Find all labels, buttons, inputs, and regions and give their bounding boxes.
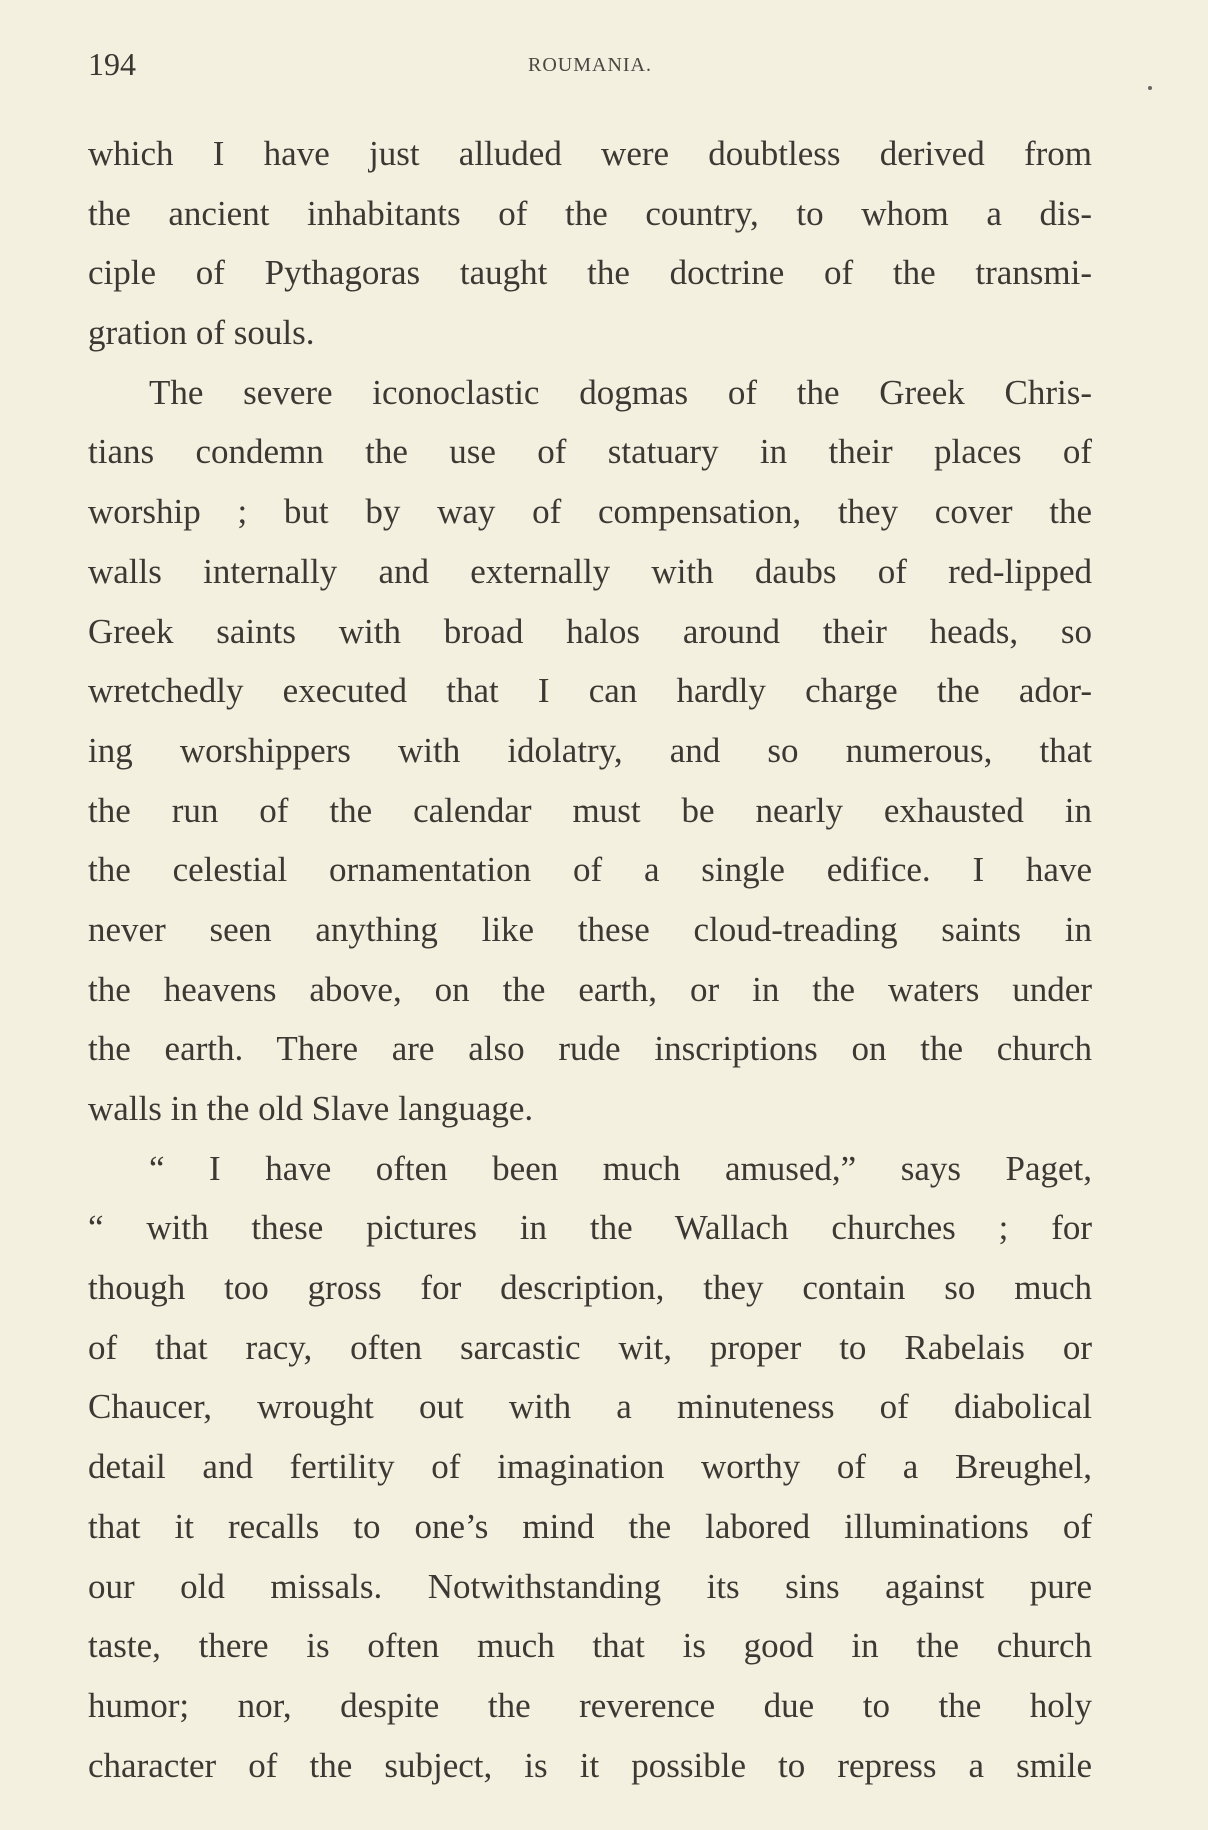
text-line: “ with these pictures in the Wallach churches ; for: [88, 1208, 1092, 1248]
text-line: that it recalls to one’s mind the labored illuminations of: [88, 1506, 1092, 1546]
text-line: worship ; but by way of compensation, they cover the: [88, 492, 1092, 532]
text-line: detail and fertility of imagination worthy of a Breughel,: [88, 1447, 1092, 1487]
text-line: of that racy, often sarcastic wit, proper to Rabelais or: [88, 1327, 1092, 1367]
page-body: [88, 124, 1092, 1795]
page-number: 194: [88, 46, 136, 82]
text-line: the ancient inhabitants of the country, to whom a dis-: [88, 193, 1092, 233]
text-line: never seen anything like these cloud-treading saints in: [88, 909, 1092, 949]
text-line: taste, there is often much that is good in the church: [88, 1626, 1092, 1666]
text-line: which I have just alluded were doubtless derived from: [88, 134, 1092, 173]
text-line: The severe iconoclastic dogmas of the Greek Chris-: [149, 372, 1092, 412]
text-line: tians condemn the use of statuary in their places of: [88, 432, 1092, 472]
text-line: walls internally and externally with daubs of red-lipped: [88, 551, 1092, 591]
text-line: character of the subject, is it possible to repress a smile: [88, 1745, 1092, 1785]
running-head: ROUMANIA.: [528, 54, 652, 76]
text-line: “ I have often been much amused,” says Paget,: [149, 1148, 1092, 1188]
text-line: humor; nor, despite the reverence due to the holy: [88, 1685, 1092, 1725]
text-line: our old missals. Notwithstanding its sins against pure: [88, 1566, 1092, 1606]
text-line: the run of the calendar must be nearly exhausted in: [88, 790, 1092, 830]
text-line: ing worshippers with idolatry, and so numerous, that: [88, 730, 1092, 770]
text-line: the heavens above, on the earth, or in the waters under: [88, 969, 1092, 1009]
text-line: Greek saints with broad halos around their heads, so: [88, 611, 1092, 651]
page-header: [88, 46, 1092, 86]
text-line: though too gross for description, they contain so much: [88, 1268, 1092, 1308]
text-line: wretchedly executed that I can hardly charge the ador-: [88, 671, 1092, 711]
text-line: the earth. There are also rude inscriptions on the church: [88, 1029, 1092, 1069]
text-line: the celestial ornamentation of a single edifice. I have: [88, 850, 1092, 890]
text-line: ciple of Pythagoras taught the doctrine of the transmi-: [88, 253, 1092, 293]
text-line: Chaucer, wrought out with a minuteness of diabolical: [88, 1387, 1092, 1427]
text-line: walls in the old Slave language.: [88, 1089, 534, 1128]
speck: [1148, 86, 1152, 90]
text-line: gration of souls.: [88, 313, 315, 353]
